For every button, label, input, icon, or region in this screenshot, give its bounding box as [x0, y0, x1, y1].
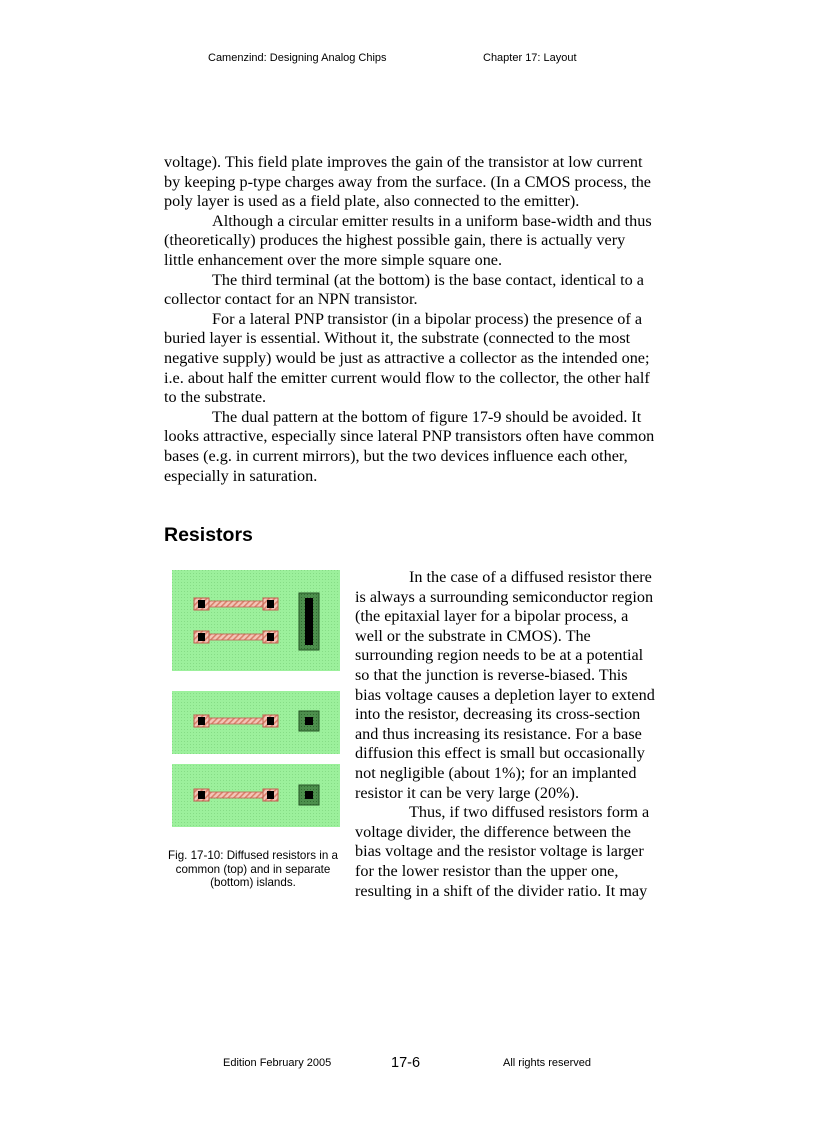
- separate-island: [172, 764, 340, 827]
- footer-rights: All rights reserved: [503, 1057, 592, 1069]
- section-text: [355, 568, 655, 901]
- paragraph: The dual pattern at the bottom of figure 17-9 should be avoided. It looks attractive, especially since lateral PNP transistors often have common bases (e.g. in current mirrors), but the two devices influence each other, especially in saturation.: [164, 407, 655, 485]
- paragraph: In the case of a diffused resistor there is always a surrounding semiconductor region (the epitaxial layer for a bipolar process, a well or the substrate in CMOS). The surrounding region needs to be at a potential so that the junction is reverse-biased. This bias voltage causes a depletion layer to extend into the resistor, decreasing its cross-section and thus increasing its resistance. For a base diffusion this effect is small but occasionally not negligible (about 1%); for an implanted resistor it can be very large (20%).: [355, 568, 655, 802]
- figure-caption: Fig. 17-10: Diffused resistors in a common (top) and in separate (bottom) islands.: [168, 849, 338, 890]
- island-contact: [299, 593, 319, 650]
- footer-edition: Edition February 2005: [223, 1057, 332, 1069]
- island-contact: [299, 785, 319, 805]
- common-island: [172, 570, 340, 671]
- body-text: [164, 153, 656, 486]
- header-left: Camenzind: Designing Analog Chips: [208, 52, 387, 64]
- paragraph: Thus, if two diffused resistors form a voltage divider, the difference between the bias voltage and the resistor voltage is larger for the lower resistor than the upper one, resulting in a shift of the divider ratio. It may: [355, 803, 650, 900]
- island-contact: [299, 711, 319, 731]
- resistor-layout-figure: [172, 570, 342, 830]
- section-heading: Resistors: [164, 524, 253, 546]
- paragraph: voltage). This field plate improves the gain of the transistor at low current by keeping p-type charges away from the surface. (In a CMOS process, the poly layer is used as a field plate, also connected to the emitter).: [164, 153, 651, 211]
- separate-island: [172, 691, 340, 754]
- paragraph: For a lateral PNP transistor (in a bipolar process) the presence of a buried layer is essential. Without it, the substrate (connected to the most negative supply) would be just as attractive a collector as the intended one; i.e. about half the emitter current would flow to the collector, the other half to the substrate.: [164, 309, 650, 407]
- paragraph: The third terminal (at the bottom) is the base contact, identical to a collector contact for an NPN transistor.: [164, 270, 644, 309]
- page-number: 17-6: [391, 1055, 421, 1071]
- header-right: Chapter 17: Layout: [483, 52, 577, 64]
- paragraph: Although a circular emitter results in a uniform base-width and thus (theoretically) produces the highest possible gain, there is actually very little enhancement over the more simple square one.: [164, 211, 652, 269]
